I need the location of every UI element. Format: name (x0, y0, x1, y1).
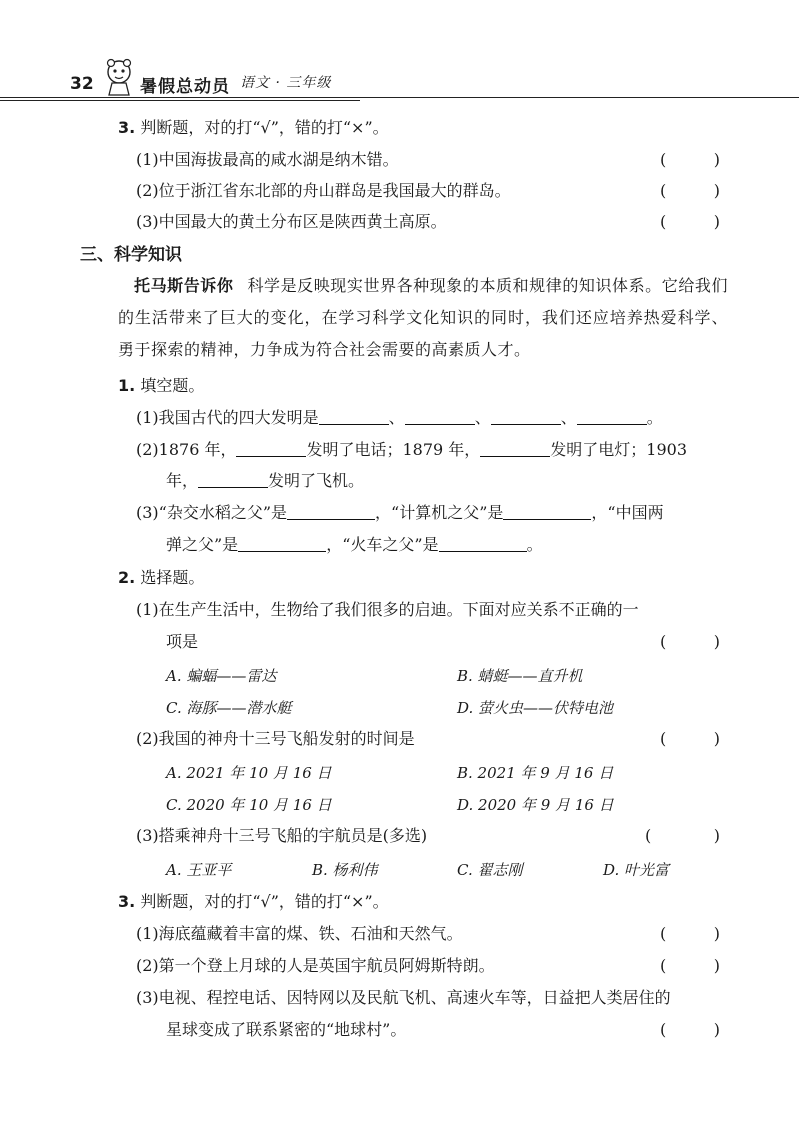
answer-parentheses[interactable]: ( ) (660, 632, 720, 651)
question-item: (1)中国海拔最高的咸水湖是纳木错。 (136, 150, 399, 169)
choice-item-2: (2)我国的神舟十三号飞船发射的时间是 (136, 729, 415, 748)
intro-lead: 托马斯告诉你 (134, 276, 234, 295)
fill-item-3: (3)“杂交水稻之父”是 ，“计算机之父”是 ，“中国两 (136, 503, 664, 522)
option-b[interactable]: B. 2021 年 9 月 16 日 (457, 764, 614, 782)
answer-blank[interactable] (577, 408, 647, 425)
question-item: (2)第一个登上月球的人是英国宇航员阿姆斯特朗。 (136, 956, 495, 975)
series-title: 暑假总动员 (140, 77, 230, 97)
question-item-cont: 星球变成了联系紧密的“地球村”。 (166, 1020, 407, 1039)
answer-parentheses[interactable]: ( ) (645, 826, 720, 845)
fill-item-1: (1)我国古代的四大发明是 、 、 、 。 (136, 408, 663, 427)
answer-parentheses[interactable]: ( ) (660, 150, 720, 169)
answer-blank[interactable] (238, 535, 326, 552)
question-title: 2. 选择题。 (118, 568, 205, 587)
question-item: (2)位于浙江省东北部的舟山群岛是我国最大的群岛。 (136, 181, 511, 200)
header-rule-short (0, 100, 360, 101)
intro-paragraph (118, 270, 728, 366)
answer-parentheses[interactable]: ( ) (660, 212, 720, 231)
option-c[interactable]: C. 2020 年 10 月 16 日 (166, 796, 332, 814)
question-item: (3)中国最大的黄土分布区是陕西黄土高原。 (136, 212, 447, 231)
choice-item-3: (3)搭乘神舟十三号飞船的宇航员是(多选) (136, 826, 428, 845)
question-item: (1)海底蕴藏着丰富的煤、铁、石油和天然气。 (136, 924, 463, 943)
choice-item-1-cont: 项是 (166, 632, 199, 651)
page-number: 32 (70, 74, 94, 94)
question-title: 3. 判断题，对的打“√”，错的打“×”。 (118, 892, 389, 911)
answer-parentheses[interactable]: ( ) (660, 1020, 720, 1039)
option-c[interactable]: C. 翟志刚 (457, 861, 523, 879)
answer-blank[interactable] (287, 503, 375, 520)
option-d[interactable]: D. 叶光富 (603, 861, 670, 879)
header-rule (0, 97, 799, 98)
fill-item-2-cont: 年， 发明了飞机。 (166, 471, 365, 490)
answer-parentheses[interactable]: ( ) (660, 956, 720, 975)
page-header (0, 0, 799, 110)
answer-blank[interactable] (491, 408, 561, 425)
answer-blank[interactable] (503, 503, 591, 520)
answer-blank[interactable] (439, 535, 527, 552)
question-item: (3)电视、程控电话、因特网以及民航飞机、高速火车等，日益把人类居住的 (136, 988, 671, 1007)
question-title: 1. 填空题。 (118, 376, 205, 395)
option-d[interactable]: D. 萤火虫——伏特电池 (457, 699, 614, 717)
option-a[interactable]: A. 王亚平 (166, 861, 232, 879)
option-a[interactable]: A. 蝙蝠——雷达 (166, 667, 277, 685)
question-title: 3. 判断题，对的打“√”，错的打“×”。 (118, 118, 389, 137)
answer-blank[interactable] (198, 471, 268, 488)
subject-label: 语文 · 三年级 (240, 75, 332, 91)
choice-item-1: (1)在生产生活中，生物给了我们很多的启迪。下面对应关系不正确的一 (136, 600, 639, 619)
option-c[interactable]: C. 海豚——潜水艇 (166, 699, 292, 717)
answer-blank[interactable] (405, 408, 475, 425)
mascot-icon (103, 58, 135, 98)
option-a[interactable]: A. 2021 年 10 月 16 日 (166, 764, 332, 782)
answer-parentheses[interactable]: ( ) (660, 729, 720, 748)
option-b[interactable]: B. 杨利伟 (312, 861, 378, 879)
section-heading: 三、科学知识 (80, 245, 182, 265)
intro-text: 科学是反映现实世界各种现象的本质和规律的知识体系。它给我们的生活带来了巨大的变化，在学习科学文化知识的同时，我们还应培养热爱科学、勇于探索的精神，力争成为符合社会需要的高素质人才。 (118, 276, 728, 359)
fill-item-2: (2)1876 年， 发明了电话；1879 年， 发明了电灯；1903 (136, 440, 688, 459)
answer-blank[interactable] (480, 440, 550, 457)
option-b[interactable]: B. 蜻蜓——直升机 (457, 667, 583, 685)
option-d[interactable]: D. 2020 年 9 月 16 日 (457, 796, 614, 814)
fill-item-3-cont: 弹之父”是 ，“火车之父”是 。 (166, 535, 543, 554)
answer-parentheses[interactable]: ( ) (660, 181, 720, 200)
answer-blank[interactable] (319, 408, 389, 425)
answer-blank[interactable] (236, 440, 306, 457)
answer-parentheses[interactable]: ( ) (660, 924, 720, 943)
